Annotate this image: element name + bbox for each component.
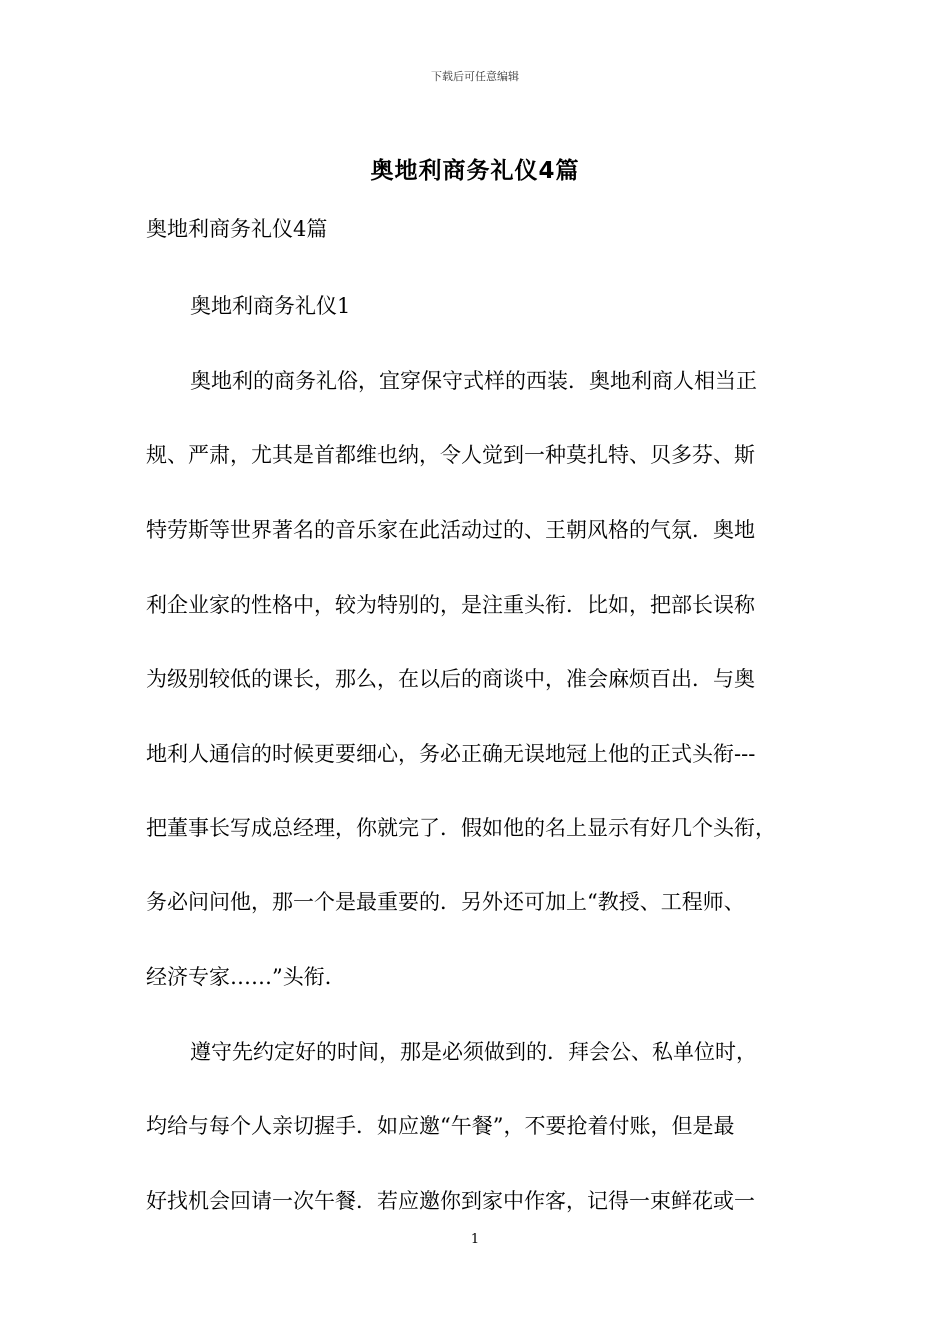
header-note: 下载后可任意编辑 <box>431 70 519 83</box>
paragraph-line: 好找机会回请一次午餐．若应邀你到家中作客，记得一束鲜花或一 <box>146 1189 755 1213</box>
paragraph-line: 奥地利的商务礼俗，宜穿保守式样的西装．奥地利商人相当正 <box>190 369 757 393</box>
paragraph-line: 为级别较低的课长，那么，在以后的商谈中，准会麻烦百出．与奥 <box>146 667 755 691</box>
paragraph-line: 地利人通信的时候更要细心，务必正确无误地冠上他的正式头衔--- <box>146 742 756 766</box>
paragraph-line: 务必问问他，那一个是最重要的．另外还可加上“教授、工程师、 <box>146 890 745 914</box>
paragraph-line: 遵守先约定好的时间，那是必须做到的．拜会公、私单位时， <box>190 1040 757 1064</box>
paragraph-line: 特劳斯等世界著名的音乐家在此活动过的、王朝风格的气氛．奥地 <box>146 518 755 542</box>
subtitle-line: 奥地利商务礼仪4篇 <box>146 217 328 241</box>
paragraph-line: 规、严肃，尤其是首都维也纳，令人觉到一种莫扎特、贝多芬、斯 <box>146 443 755 467</box>
paragraph-line: 把董事长写成总经理，你就完了．假如他的名上显示有好几个头衔， <box>146 816 776 840</box>
section-heading: 奥地利商务礼仪1 <box>190 294 351 318</box>
paragraph-line: 利企业家的性格中，较为特别的，是注重头衔．比如，把部长误称 <box>146 593 755 617</box>
page-number: 1 <box>470 1232 480 1247</box>
paragraph-line: 经济专家……”头衔． <box>146 965 346 989</box>
paragraph-line: 均给与每个人亲切握手．如应邀“午餐”，不要抢着付账，但是最 <box>146 1114 735 1138</box>
document-title: 奥地利商务礼仪4篇 <box>370 158 580 184</box>
